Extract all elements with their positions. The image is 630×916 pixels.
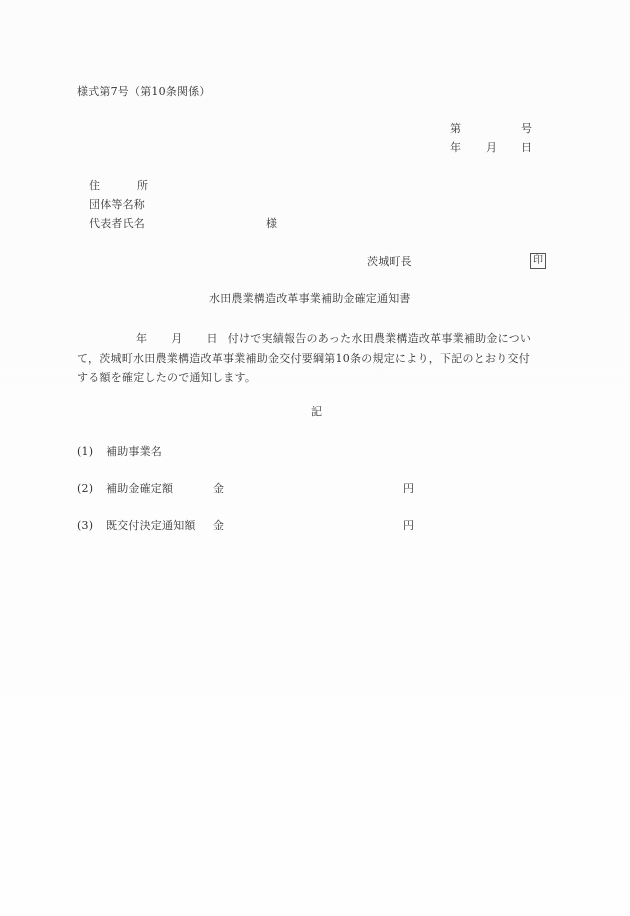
body-line-1-text: 付けで実績報告のあった水田農業構造改革事業補助金につい bbox=[227, 332, 532, 345]
form-number: 様式第7号（第10条関係） bbox=[77, 85, 211, 98]
address-label-part1: 住 bbox=[89, 179, 101, 192]
body-line-1 bbox=[77, 329, 557, 349]
item-1-number: (1) bbox=[77, 445, 94, 458]
document-title: 水田農業構造改革事業補助金確定通知書 bbox=[209, 292, 411, 305]
item-2-number: (2) bbox=[77, 482, 94, 495]
item-3-prefix: 金 bbox=[213, 519, 225, 532]
ki-heading: 記 bbox=[311, 405, 323, 418]
seal-stamp-icon: 印 bbox=[530, 253, 546, 269]
body-line-3: する額を確定したので通知します。 bbox=[77, 371, 257, 384]
item-3-number: (3) bbox=[77, 519, 94, 532]
reference-number-suffix: 号 bbox=[521, 122, 533, 135]
body-line-2: て，茨城町水田農業構造改革事業補助金交付要綱第10条の規定により，下記のとおり交付 bbox=[77, 351, 531, 365]
body-date-day: 日 bbox=[206, 332, 218, 345]
body-date-month: 月 bbox=[171, 332, 183, 345]
reference-number-prefix: 第 bbox=[450, 122, 462, 135]
honorific-sama: 様 bbox=[266, 217, 278, 230]
reference-month-label: 月 bbox=[486, 141, 498, 154]
item-3-unit: 円 bbox=[403, 519, 415, 532]
body-paragraph bbox=[77, 329, 557, 388]
item-2-label: 補助金確定額 bbox=[106, 482, 174, 495]
sender-title: 茨城町長 bbox=[367, 255, 412, 268]
body-date-year: 年 bbox=[136, 332, 148, 345]
reference-year-label: 年 bbox=[450, 141, 462, 154]
representative-name-label: 代表者氏名 bbox=[89, 217, 145, 230]
item-2-unit: 円 bbox=[403, 482, 415, 495]
item-1-label: 補助事業名 bbox=[106, 445, 162, 458]
item-2-prefix: 金 bbox=[213, 482, 225, 495]
reference-day-label: 日 bbox=[521, 141, 533, 154]
item-3-label: 既交付決定通知額 bbox=[106, 519, 196, 532]
organization-name-label: 団体等名称 bbox=[89, 198, 145, 211]
address-label-part2: 所 bbox=[137, 179, 149, 192]
